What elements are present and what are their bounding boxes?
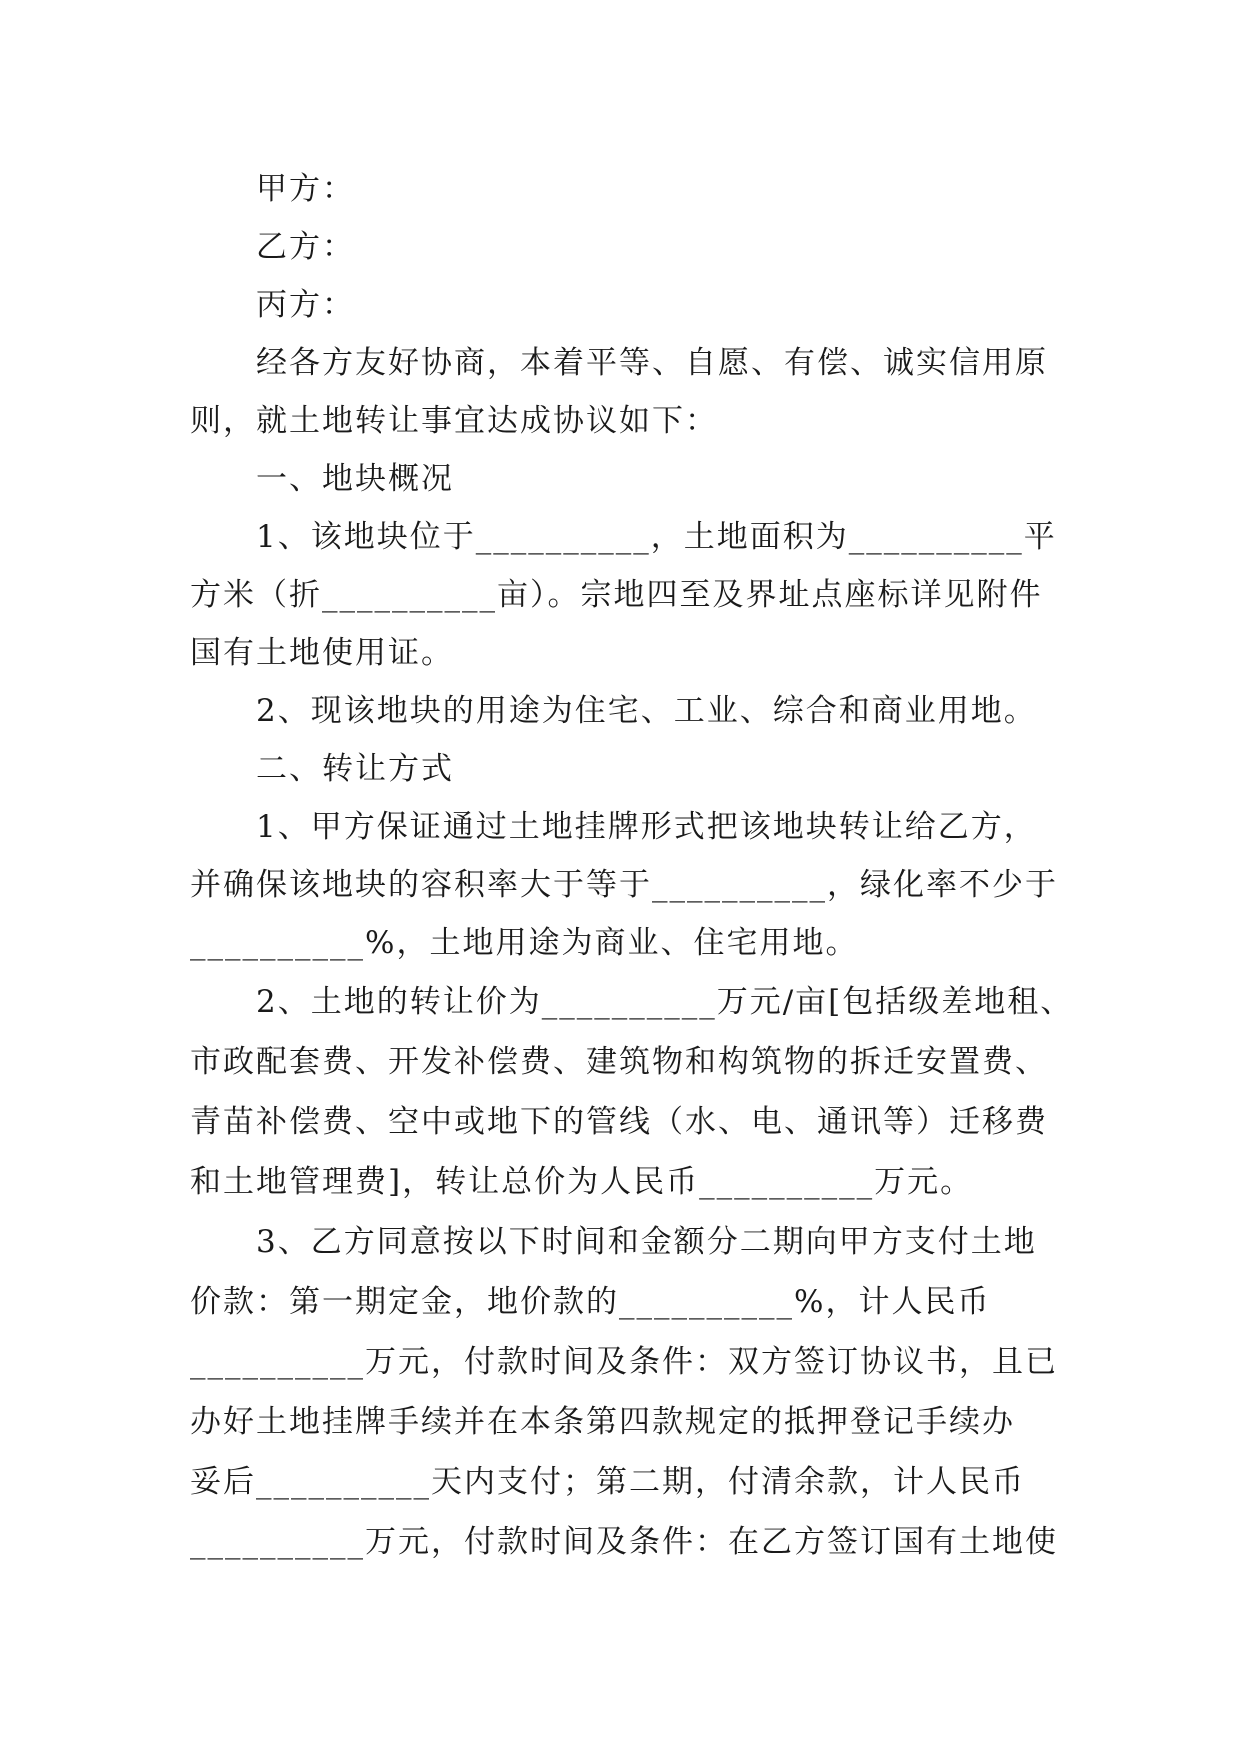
contract-page (190, 160, 1074, 1572)
section-2-item-3-line-1: 3、乙方同意按以下时间和金额分二期向甲方支付土地 (256, 1224, 1037, 1260)
section-1-item-1-line-3: 国有土地使用证。 (190, 635, 454, 671)
section-2-item-2-line-4: 和土地管理费]，转让总价为人民币__________万元。 (190, 1164, 974, 1200)
section-2-item-3-line-4: 办好土地挂牌手续并在本条第四款规定的抵押登记手续办 (190, 1404, 1015, 1440)
section-2-item-1-line-1: 1、甲方保证通过土地挂牌形式把该地块转让给乙方， (256, 809, 1037, 845)
section-2-item-3-line-3: __________万元，付款时间及条件：双方签订协议书，且已 (190, 1344, 1058, 1380)
section-2-item-3-line-2: 价款：第一期定金，地价款的__________%，计人民币 (190, 1284, 991, 1320)
section-2-item-1-line-3: __________%，土地用途为商业、住宅用地。 (190, 925, 859, 961)
section-2-item-2-line-1: 2、土地的转让价为__________万元/亩[包括级差地租、 (256, 984, 1074, 1020)
section-2-item-1-line-2: 并确保该地块的容积率大于等于__________，绿化率不少于 (190, 867, 1058, 903)
section-1-heading: 一、地块概况 (256, 461, 454, 497)
section-1-item-1-line-2: 方米（折__________亩）。宗地四至及界址点座标详见附件 (190, 577, 1043, 613)
section-1-item-1-line-1: 1、该地块位于__________，土地面积为__________平 (256, 519, 1057, 555)
section-2-item-3-line-6: __________万元，付款时间及条件：在乙方签订国有土地使 (190, 1524, 1058, 1560)
section-2-item-2-line-2: 市政配套费、开发补偿费、建筑物和构筑物的拆迁安置费、 (190, 1044, 1048, 1080)
party-bing: 丙方： (256, 287, 355, 323)
preamble-line-1: 经各方友好协商，本着平等、自愿、有偿、诚实信用原 (256, 345, 1048, 381)
party-jia: 甲方： (256, 171, 355, 207)
section-1-item-2-line-1: 2、现该地块的用途为住宅、工业、综合和商业用地。 (256, 693, 1037, 729)
section-2-item-2-line-3: 青苗补偿费、空中或地下的管线（水、电、通讯等）迁移费 (190, 1104, 1048, 1140)
preamble-line-2: 则，就土地转让事宜达成协议如下： (190, 403, 718, 439)
section-2-heading: 二、转让方式 (256, 751, 454, 787)
section-2-item-3-line-5: 妥后__________天内支付；第二期，付清余款，计人民币 (190, 1464, 1025, 1500)
party-yi: 乙方： (256, 229, 355, 265)
